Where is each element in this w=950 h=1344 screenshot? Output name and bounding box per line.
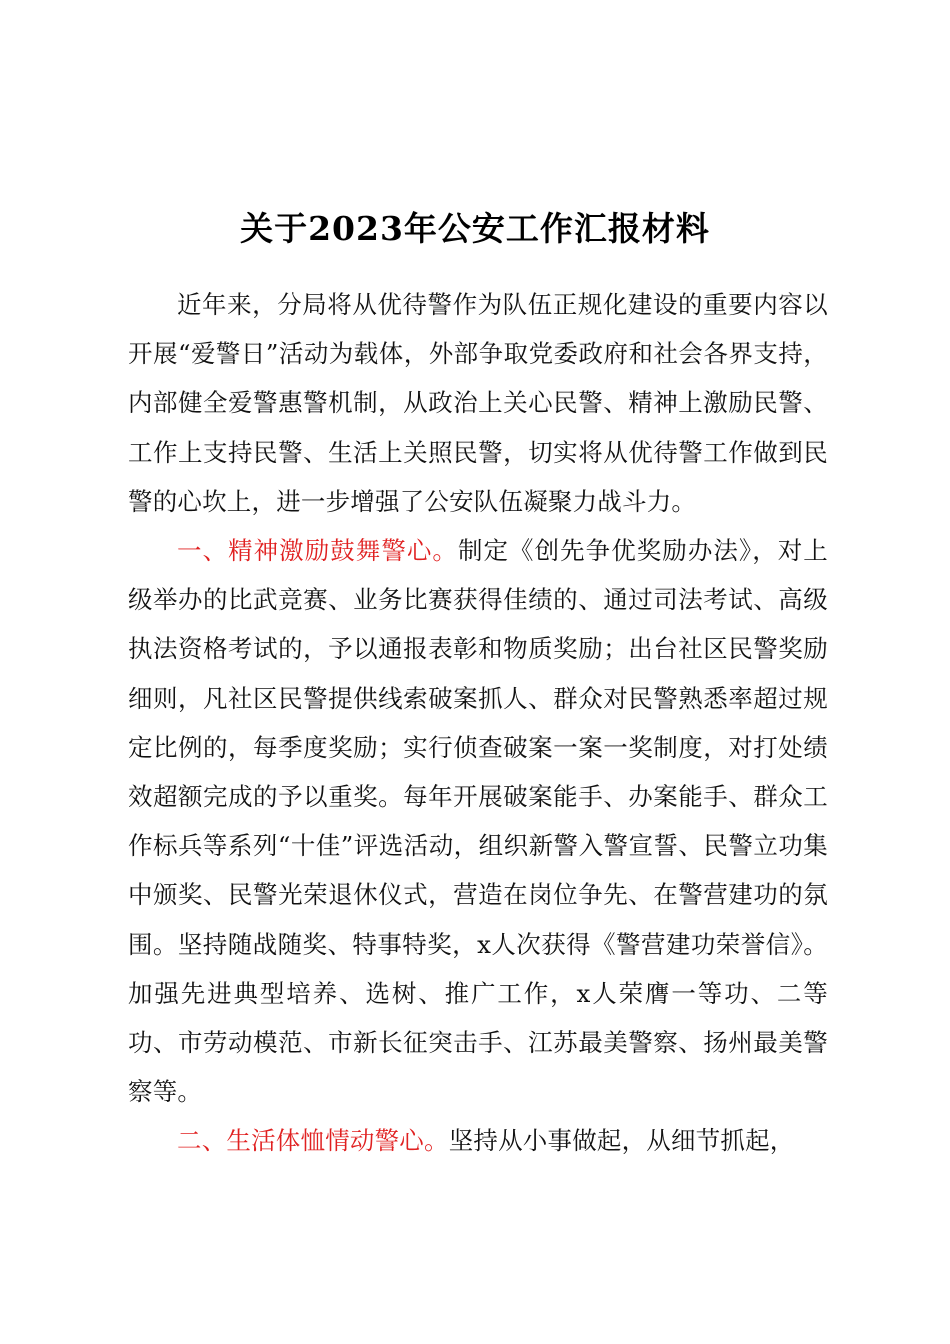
paragraph-intro [128,280,828,526]
document-body [128,280,828,1166]
section-heading: 二、生活体恤情动警心。 [177,1126,449,1156]
section-heading: 一、精神激励鼓舞警心。 [177,536,458,566]
paragraph-text: 近年来，分局将从优待警作为队伍正规化建设的重要内容以开展“爱警日”活动为载体，外部争取党委政府和社会各界支持，内部健全爱警惠警机制，从政治上关心民警、精神上激励民警、工作上支持民警、生活上关照民警，切实将从优待警工作做到民警的心坎上，进一步增强了公安队伍凝聚力战斗力。 [128,290,828,516]
paragraph-section-1 [128,526,828,1116]
paragraph-text: 制定《创先争优奖励办法》，对上级举办的比武竞赛、业务比赛获得佳绩的、通过司法考试、高级执法资格考试的，予以通报表彰和物质奖励；出台社区民警奖励细则，凡社区民警提供线索破案抓人、群众对民警熟悉率超过规定比例的，每季度奖励；实行侦查破案一案一奖制度，对打处绩效超额完成的予以重奖。每年开展破案能手、办案能手、群众工作标兵等系列“十佳”评选活动，组织新警入警宣誓、民警立功集中颁奖、民警光荣退休仪式，营造在岗位争先、在警营建功的氛围。坚持随战随奖、特事特奖，x人次获得《警营建功荣誉信》。加强先进典型培养、选树、推广工作，x人荣膺一等功、二等功、市劳动模范、市新长征突击手、江苏最美警察、扬州最美警察等。 [128,536,829,1107]
paragraph-section-2 [128,1116,828,1165]
document-title: 关于2023年公安工作汇报材料 [240,209,710,248]
paragraph-text: 坚持从小事做起，从细节抓起， [448,1126,795,1156]
